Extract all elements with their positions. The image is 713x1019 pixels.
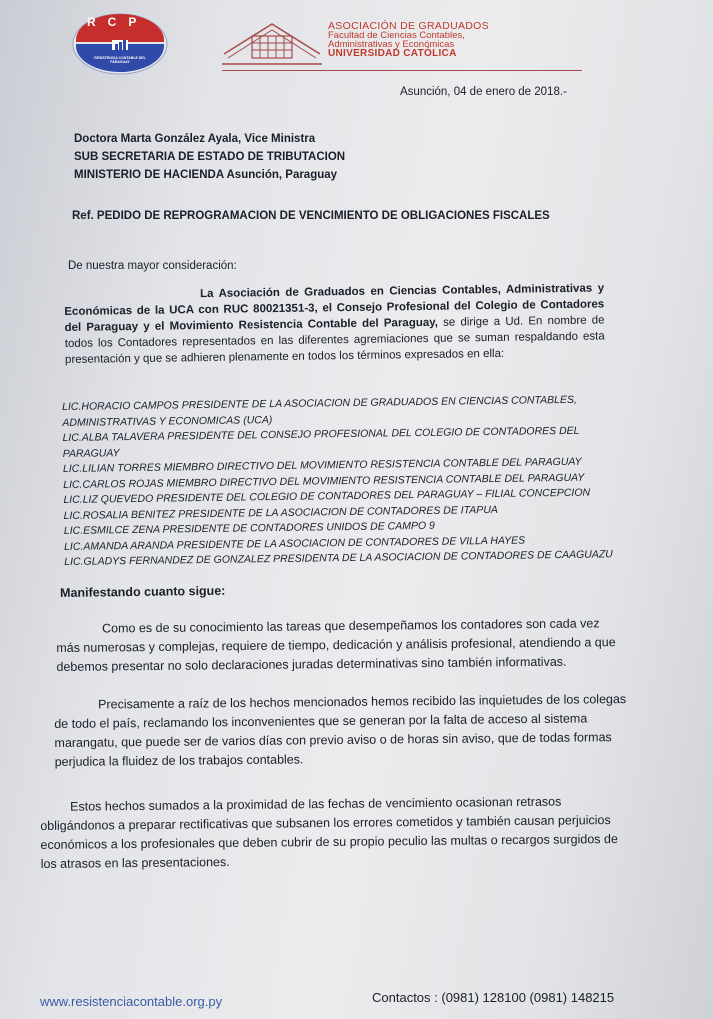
recipient-line: SUB SECRETARIA DE ESTADO DE TRIBUTACION <box>74 151 346 163</box>
intro-rest: se dirige a Ud. En nombre de todos los Contadores representados en las diferentes agremiaciones que se suman respaldando esta presentación y que se adhieren plenamente en todos los términos expresados en ella: <box>64 314 605 366</box>
letter-date: Asunción, 04 de enero de 2018.- <box>400 86 567 98</box>
reference-line: Ref. PEDIDO DE REPROGRAMACION DE VENCIMIENTO DE OBLIGACIONES FISCALES <box>72 210 550 222</box>
signer-line: PARAGUAY <box>62 446 120 460</box>
signer-line: LIC.LILIAN TORRES MIEMBRO DIRECTIVO DEL MOVIMIENTO RESISTENCIA CONTABLE DEL PARAGUAY <box>62 455 582 475</box>
signer-line: LIC.AMANDA ARANDA PRESIDENTE DE LA ASOCIACION DE CONTADORES DE VILLA HAYES <box>63 534 526 553</box>
recipient-block <box>74 130 345 184</box>
association-emblem <box>222 16 322 68</box>
signer-line: LIC.CARLOS ROJAS MIEMBRO DIRECTIVO DEL MOVIMIENTO RESISTENCIA CONTABLE DEL PARAGUAY <box>63 471 585 491</box>
footer-website: www.resistenciacontable.org.py <box>40 994 223 1009</box>
manifest-heading: Manifestando cuanto sigue: <box>60 583 226 600</box>
signer-line: LIC.LIZ QUEVEDO PRESIDENTE DEL COLEGIO DE CONTADORES DEL PARAGUAY – FILIAL CONCEPCION <box>63 486 591 506</box>
signers-list <box>62 392 624 570</box>
signer-line: ADMINISTRATIVAS Y ECONOMICAS (UCA) <box>62 413 273 429</box>
body-paragraph: Precisamente a raíz de los hechos mencionados hemos recibido las inquietudes de los colegas de todo el país, reclamando los inconvenientes que se generan por la falta de acceso al sistema marangatu, que puede ser de varios días con previo aviso o de horas sin aviso, que de todas formas perjudica la fluidez de los trabajos contables. <box>54 692 627 769</box>
body-paragraph: Como es de su conocimiento las tareas que desempeñamos los contadores son cada vez más numerosas y complejas, requiere de tiempo, dedicación y análisis profesional, atendiendo a que debemos presentar no solo declaraciones juradas determinativas sino también informativas. <box>56 616 616 674</box>
body-paragraph: Estos hechos sumados a la proximidad de las fechas de vencimiento ocasionan retrasos obligándonos a preparar rectificativas que subsanen los errores cometidos y también causan perjuicios económicos a los profesionales que deben cubrir de su propio peculio las multas o recargos surgidos de los atrasos en las presentaciones. <box>40 794 618 871</box>
intro-paragraph <box>64 280 605 368</box>
signer-line: LIC.HORACIO CAMPOS PRESIDENTE DE LA ASOCIACION DE GRADUADOS EN CIENCIAS CONTABLES, <box>62 393 577 413</box>
header-divider <box>222 70 582 71</box>
signer-line: LIC.ALBA TALAVERA PRESIDENTE DEL CONSEJO PROFESIONAL DEL COLEGIO DE CONTADORES DEL <box>62 424 580 444</box>
rcp-motto: RESISTENCIA CONTABLE DEL PARAGUAY <box>94 56 146 64</box>
salutation: De nuestra mayor consideración: <box>68 260 237 272</box>
signer-line: LIC.ROSALIA BENITEZ PRESIDENTE DE LA ASOCIACION DE CONTADORES DE ITAPUA <box>63 503 498 522</box>
intro-bold: La Asociación de Graduados en Ciencias Contables, Administrativas y Económicas de la UCA con RUC 80021351-3, el Consejo Profesional del Colegio de Contadores del Paraguay y el Movimiento Resistencia Contable del Paraguay, <box>64 282 605 334</box>
signer-line: LIC.GLADYS FERNANDEZ DE GONZALEZ PRESIDENTA DE LA ASOCIACION DE CONTADORES DE CAAGUAZU <box>64 548 613 568</box>
association-name: ASOCIACIÓN DE GRADUADOS Facultad de Ciencias Contables, Administrativas y Económicas UNIVERSIDAD CATÓLICA <box>328 20 489 59</box>
signer-line: LIC.ESMILCE ZENA PRESIDENTE DE CONTADORES UNIDOS DE CAMPO 9 <box>63 519 435 537</box>
recipient-line: Doctora Marta González Ayala, Vice Ministra <box>74 133 316 145</box>
footer-contacts: Contactos : (0981) 128100 (0981) 148215 <box>372 990 615 1005</box>
recipient-line: MINISTERIO DE HACIENDA Asunción, Paraguay <box>74 169 338 181</box>
rcp-letters: RCP <box>87 15 149 29</box>
